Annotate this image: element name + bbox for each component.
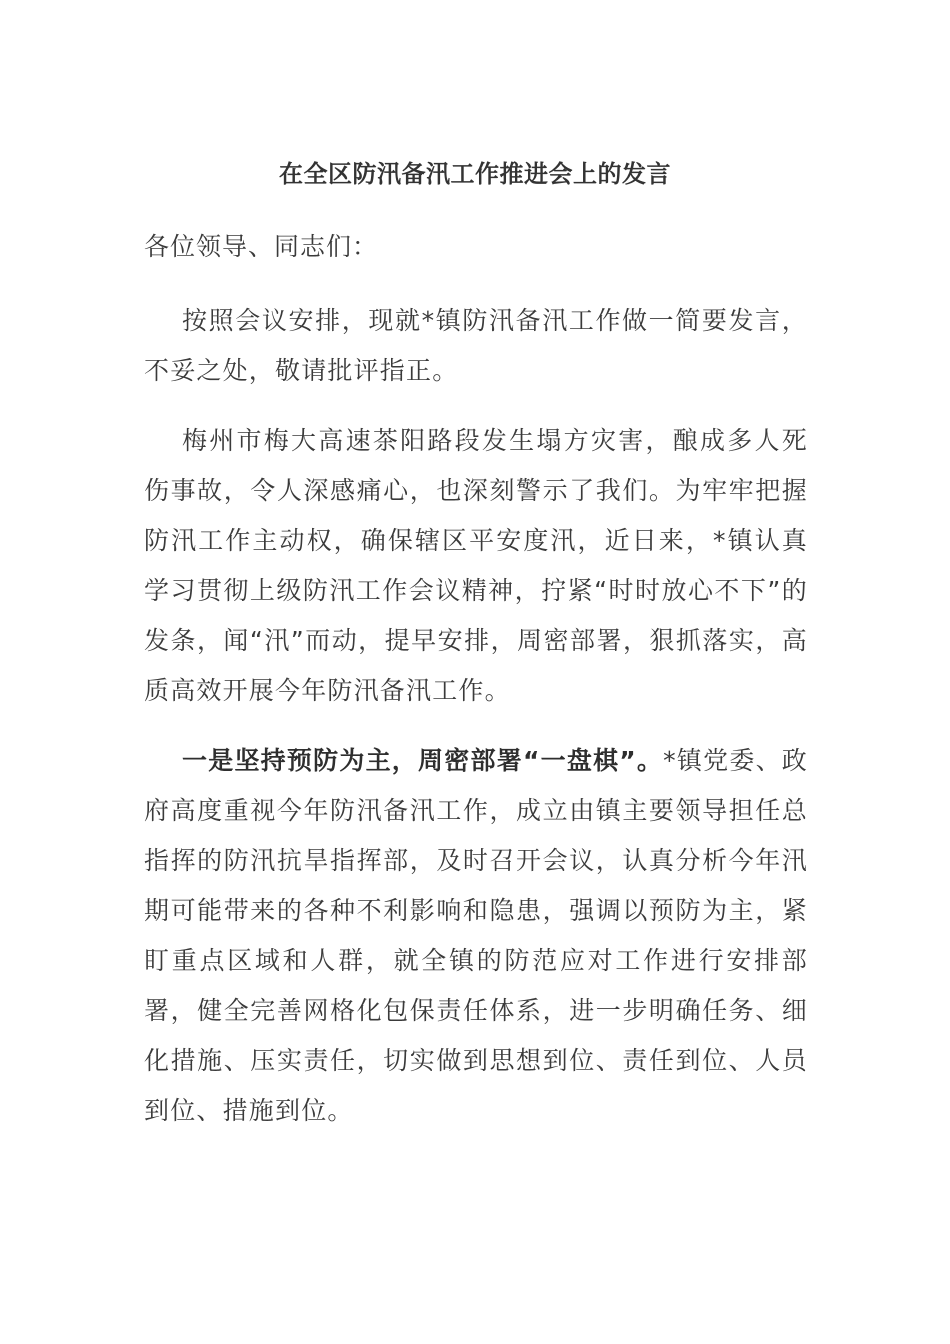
paragraph-background <box>144 416 808 716</box>
paragraph-text: 梅州市梅大高速茶阳路段发生塌方灾害，酿成多人死伤事故，令人深感痛心，也深刻警示了我们。为牢牢把握防汛工作主动权，确保辖区平安度汛，近日来，*镇认真学习贯彻上级防汛工作会议精神，拧紧“时时放心不下”的发条，闻“汛”而动，提早安排，周密部署，狠抓落实，高质高效开展今年防汛备汛工作。 <box>144 426 808 705</box>
document-title: 在全区防汛备汛工作推进会上的发言 <box>279 160 671 188</box>
paragraph-lead-heading: 一是坚持预防为主，周密部署“一盘棋”。 <box>182 746 664 775</box>
paragraph-intro <box>144 296 808 396</box>
salutation: 各位领导、同志们： <box>144 232 379 261</box>
paragraph-text: *镇党委、政府高度重视今年防汛备汛工作，成立由镇主要领导担任总指挥的防汛抗旱指挥部，及时召开会议，认真分析今年汛期可能带来的各种不利影响和隐患，强调以预防为主，紧盯重点区域和人群，就全镇的防范应对工作进行安排部署，健全完善网格化包保责任体系，进一步明确任务、细化措施、压实责任，切实做到思想到位、责任到位、人员到位、措施到位。 <box>144 746 809 1125</box>
paragraph-text: 按照会议安排，现就*镇防汛备汛工作做一简要发言，不妥之处，敬请批评指正。 <box>144 306 808 385</box>
paragraph-point-one <box>144 736 808 1136</box>
